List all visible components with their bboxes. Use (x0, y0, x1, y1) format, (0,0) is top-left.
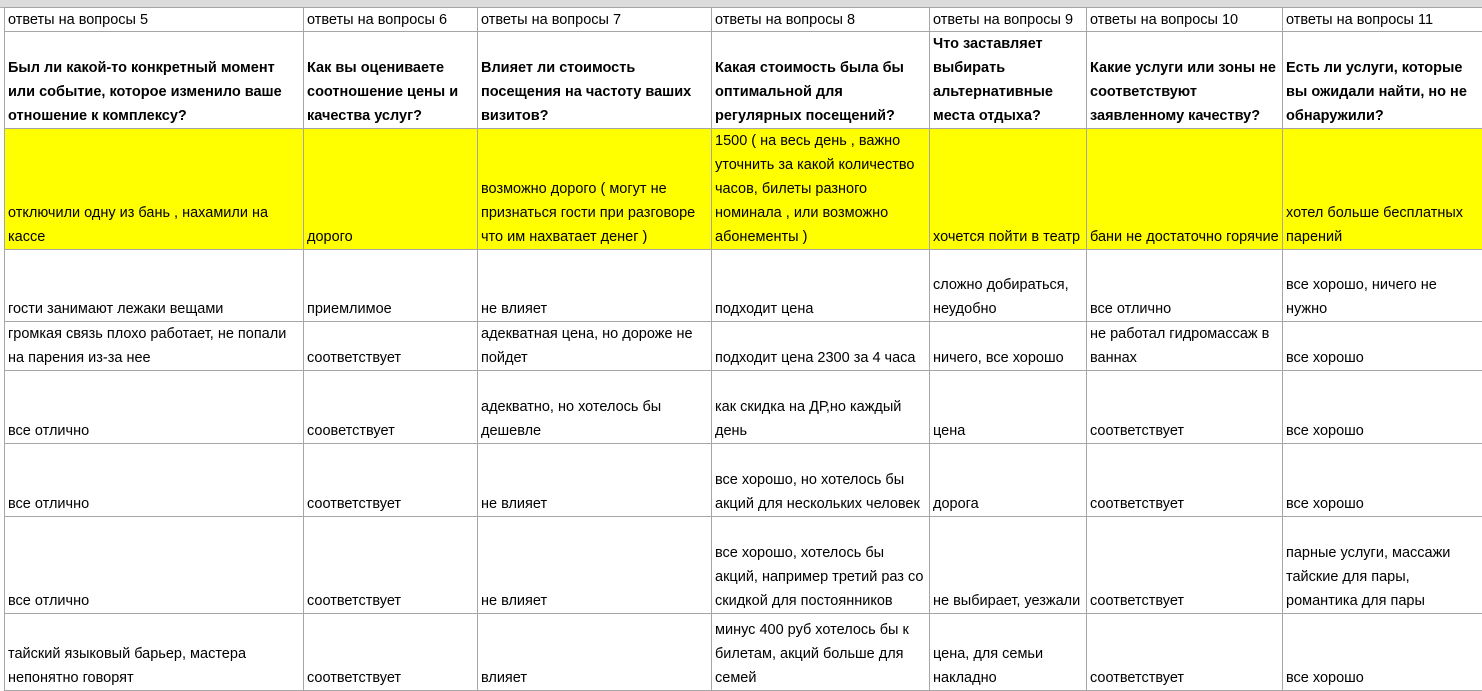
answer-row (5, 517, 1482, 614)
answer-row (5, 614, 1482, 691)
answer-cell[interactable]: сложно добираться, неудобно (930, 250, 1087, 322)
answer-cell[interactable]: хотел больше бесплатных парений (1283, 129, 1482, 250)
answer-cell[interactable]: все хорошо (1283, 322, 1482, 371)
answer-cell[interactable]: все отлично (1087, 250, 1283, 322)
answer-cell[interactable]: все хорошо (1283, 614, 1482, 691)
label-cell[interactable]: ответы на вопросы 7 (478, 8, 712, 32)
question-cell[interactable]: Что заставляет выбирать альтернативные места отдыха? (930, 32, 1087, 129)
answer-cell[interactable]: ничего, все хорошо (930, 322, 1087, 371)
answer-cell[interactable]: соответствует (304, 517, 478, 614)
question-cell[interactable]: Какие услуги или зоны не соответствуют заявленному качеству? (1087, 32, 1283, 129)
answer-cell[interactable]: не влияет (478, 444, 712, 517)
question-cell[interactable]: Был ли какой-то конкретный момент или событие, которое изменило ваше отношение к комплексу? (5, 32, 304, 129)
highlighted-answer-row (5, 129, 1482, 250)
answer-cell[interactable]: все хорошо (1283, 444, 1482, 517)
question-cell[interactable]: Влияет ли стоимость посещения на частоту ваших визитов? (478, 32, 712, 129)
answer-cell[interactable]: все хорошо, хотелось бы акций, например третий раз со скидкой для постоянников (712, 517, 930, 614)
label-cell[interactable]: ответы на вопросы 11 (1283, 8, 1482, 32)
answer-cell[interactable]: сооветствует (304, 371, 478, 444)
answer-cell[interactable]: все отлично (5, 371, 304, 444)
label-cell[interactable]: ответы на вопросы 6 (304, 8, 478, 32)
answer-cell[interactable]: тайский языковый барьер, мастера непонятно говорят (5, 614, 304, 691)
answer-cell[interactable]: все отлично (5, 517, 304, 614)
label-cell[interactable]: ответы на вопросы 9 (930, 8, 1087, 32)
answer-cell[interactable]: соответствует (304, 444, 478, 517)
answer-cell[interactable]: цена (930, 371, 1087, 444)
answer-cell[interactable]: соответствует (1087, 614, 1283, 691)
answer-row (5, 250, 1482, 322)
answer-cell[interactable]: громкая связь плохо работает, не попали на парения из-за нее (5, 322, 304, 371)
answer-cell[interactable]: все хорошо (1283, 371, 1482, 444)
answer-row (5, 444, 1482, 517)
question-cell[interactable]: Какая стоимость была бы оптимальной для регулярных посещений? (712, 32, 930, 129)
question-cell[interactable]: Есть ли услуги, которые вы ожидали найти, но не обнаружили? (1283, 32, 1482, 129)
answer-cell[interactable]: адекватно, но хотелось бы дешевле (478, 371, 712, 444)
answer-cell[interactable]: соответствует (1087, 517, 1283, 614)
answer-cell[interactable]: не работал гидромассаж в ваннах (1087, 322, 1283, 371)
label-row (5, 8, 1482, 32)
answer-cell[interactable]: все отлично (5, 444, 304, 517)
answer-cell[interactable]: не выбирает, уезжали (930, 517, 1087, 614)
question-cell[interactable]: Как вы оцениваете соотношение цены и качества услуг? (304, 32, 478, 129)
answer-cell[interactable]: адекватная цена, но дороже не пойдет (478, 322, 712, 371)
answer-cell[interactable]: бани не достаточно горячие (1087, 129, 1283, 250)
answer-cell[interactable]: соответствует (304, 614, 478, 691)
answer-cell[interactable]: не влияет (478, 517, 712, 614)
answer-cell[interactable]: дорога (930, 444, 1087, 517)
answer-cell[interactable]: подходит цена (712, 250, 930, 322)
answer-cell[interactable]: влияет (478, 614, 712, 691)
answer-cell[interactable]: возможно дорого ( могут не признаться гости при разговоре что им нахватает денег ) (478, 129, 712, 250)
answer-cell[interactable]: соответствует (1087, 371, 1283, 444)
answer-cell[interactable]: 1500 ( на весь день , важно уточнить за какой количество часов, билеты разного номинала , или возможно абонементы ) (712, 129, 930, 250)
answer-cell[interactable]: цена, для семьи накладно (930, 614, 1087, 691)
answer-cell[interactable]: отключили одну из бань , нахамили на кассе (5, 129, 304, 250)
label-cell[interactable]: ответы на вопросы 5 (5, 8, 304, 32)
answer-cell[interactable]: соответствует (1087, 444, 1283, 517)
spreadsheet-grid (4, 7, 1482, 691)
label-cell[interactable]: ответы на вопросы 10 (1087, 8, 1283, 32)
answer-cell[interactable]: минус 400 руб хотелось бы к билетам, акций больше для семей (712, 614, 930, 691)
answer-cell[interactable]: как скидка на ДР,но каждый день (712, 371, 930, 444)
answer-cell[interactable]: все хорошо, но хотелось бы акций для нескольких человек (712, 444, 930, 517)
answer-cell[interactable]: хочется пойти в театр (930, 129, 1087, 250)
answer-row (5, 371, 1482, 444)
answer-cell[interactable]: не влияет (478, 250, 712, 322)
answer-cell[interactable]: дорого (304, 129, 478, 250)
answer-cell[interactable]: соответствует (304, 322, 478, 371)
answer-cell[interactable]: подходит цена 2300 за 4 часа (712, 322, 930, 371)
label-cell[interactable]: ответы на вопросы 8 (712, 8, 930, 32)
question-row (5, 32, 1482, 129)
answer-cell[interactable]: все хорошо, ничего не нужно (1283, 250, 1482, 322)
answer-cell[interactable]: парные услуги, массажи тайские для пары, романтика для пары (1283, 517, 1482, 614)
answer-cell[interactable]: гости занимают лежаки вещами (5, 250, 304, 322)
answer-cell[interactable]: приемлимое (304, 250, 478, 322)
answer-row (5, 322, 1482, 371)
